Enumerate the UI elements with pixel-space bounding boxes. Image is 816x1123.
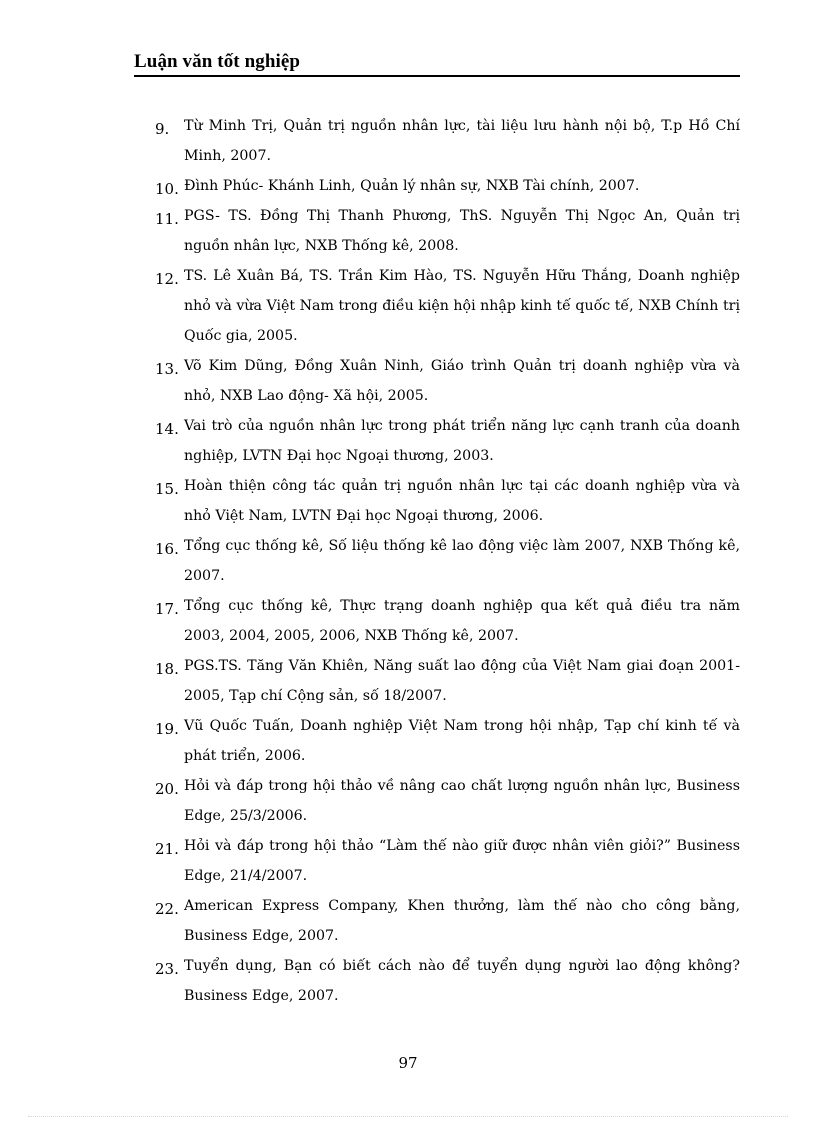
reference-item [155,411,740,471]
reference-text: Võ Kim Dũng, Đồng Xuân Ninh, Giáo trình Quản trị doanh nghiệp vừa và nhỏ, NXB Lao động- Xã hội, 2005. [184,358,740,404]
reference-text: Từ Minh Trị, Quản trị nguồn nhân lực, tài liệu lưu hành nội bộ, T.p Hồ Chí Minh, 2007. [184,118,740,164]
reference-item [155,201,740,261]
page-header [134,50,740,77]
reference-text: American Express Company, Khen thưởng, làm thế nào cho công bằng, Business Edge, 2007. [184,898,740,944]
reference-number: 9. [155,120,170,138]
reference-number: 19. [155,720,179,738]
reference-text: Hoàn thiện công tác quản trị nguồn nhân lực tại các doanh nghiệp vừa và nhỏ Việt Nam, LVTN Đại học Ngoại thương, 2006. [184,478,740,524]
reference-number: 10. [155,180,179,198]
reference-text: PGS- TS. Đồng Thị Thanh Phương, ThS. Nguyễn Thị Ngọc An, Quản trị nguồn nhân lực, NXB Thống kê, 2008. [184,208,740,254]
reference-item [155,261,740,351]
reference-number: 18. [155,660,179,678]
reference-item [155,831,740,891]
reference-list [155,111,740,1011]
reference-number: 20. [155,780,179,798]
reference-number: 23. [155,960,179,978]
reference-number: 13. [155,360,179,378]
reference-item [155,711,740,771]
reference-text: Vũ Quốc Tuấn, Doanh nghiệp Việt Nam trong hội nhập, Tạp chí kinh tế và phát triển, 2006. [184,718,740,764]
reference-number: 15. [155,480,179,498]
reference-text: Tuyển dụng, Bạn có biết cách nào để tuyển dụng người lao động không? Business Edge, 2007. [184,958,740,1004]
document-title: Luận văn tốt nghiệp [134,51,301,72]
reference-text: Vai trò của nguồn nhân lực trong phát triển năng lực cạnh tranh của doanh nghiệp, LVTN Đại học Ngoại thương, 2003. [184,418,740,464]
reference-text: Hỏi và đáp trong hội thảo về nâng cao chất lượng nguồn nhân lực, Business Edge, 25/3/2006. [184,778,740,824]
reference-item [155,171,740,201]
reference-item [155,651,740,711]
reference-number: 12. [155,270,179,288]
reference-text: Đình Phúc- Khánh Linh, Quản lý nhân sự, NXB Tài chính, 2007. [184,178,640,194]
reference-number: 22. [155,900,179,918]
page-edge-divider [28,1116,788,1117]
reference-item [155,951,740,1011]
page-number: 97 [398,1054,418,1072]
reference-item [155,111,740,171]
reference-text: Tổng cục thống kê, Thực trạng doanh nghiệp qua kết quả điều tra năm 2003, 2004, 2005, 2006, NXB Thống kê, 2007. [184,598,740,644]
reference-number: 16. [155,540,179,558]
reference-item [155,891,740,951]
reference-number: 11. [155,210,179,228]
reference-item [155,531,740,591]
reference-text: TS. Lê Xuân Bá, TS. Trần Kim Hào, TS. Nguyễn Hữu Thắng, Doanh nghiệp nhỏ và vừa Việt Nam trong điều kiện hội nhập kinh tế quốc tế, NXB Chính trị Quốc gia, 2005. [184,268,740,344]
reference-item [155,351,740,411]
reference-text: Tổng cục thống kê, Số liệu thống kê lao động việc làm 2007, NXB Thống kê, 2007. [184,538,740,584]
reference-number: 14. [155,420,179,438]
reference-item [155,591,740,651]
reference-item [155,471,740,531]
reference-text: PGS.TS. Tăng Văn Khiên, Năng suất lao động của Việt Nam giai đoạn 2001- 2005, Tạp chí Cộng sản, số 18/2007. [184,658,740,704]
reference-number: 21. [155,840,179,858]
reference-text: Hỏi và đáp trong hội thảo “Làm thế nào giữ được nhân viên giỏi?” Business Edge, 21/4/2007. [184,838,740,884]
reference-item [155,771,740,831]
reference-number: 17. [155,600,179,618]
